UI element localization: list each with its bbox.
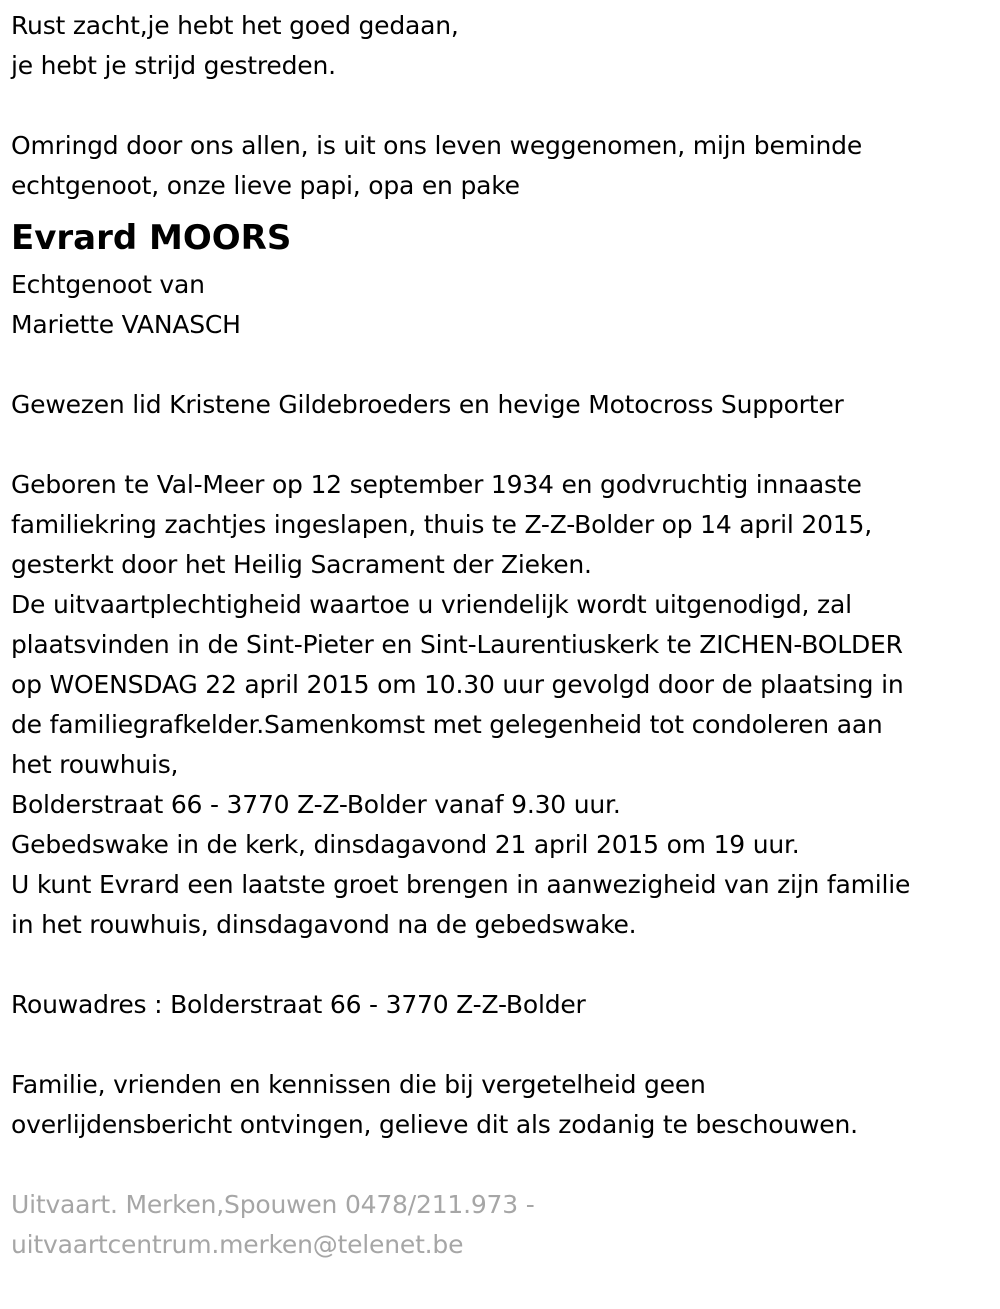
details-line: op WOENSDAG 22 april 2015 om 10.30 uur gevolgd door de plaatsing in	[11, 670, 904, 699]
details-line: De uitvaartplechtigheid waartoe u vriendelijk wordt uitgenodigd, zal	[11, 590, 852, 619]
details-line: Gebedswake in de kerk, dinsdagavond 21 april 2015 om 19 uur.	[11, 830, 800, 859]
details-line: plaatsvinden in de Sint-Pieter en Sint-Laurentiuskerk te ZICHEN-BOLDER	[11, 630, 903, 659]
spacer	[11, 345, 991, 385]
membership-line: Gewezen lid Kristene Gildebroeders en hevige Motocross Supporter	[11, 390, 844, 419]
details-line: familiekring zachtjes ingeslapen, thuis te Z-Z-Bolder op 14 april 2015,	[11, 510, 872, 539]
intro-paragraph	[11, 126, 991, 206]
verse-line: Rust zacht,je hebt het goed gedaan,	[11, 11, 459, 40]
verse-line: je hebt je strijd gestreden.	[11, 51, 336, 80]
notice-line: Familie, vrienden en kennissen die bij vergetelheid geen	[11, 1070, 706, 1099]
details-line: het rouwhuis,	[11, 750, 179, 779]
details-line: Bolderstraat 66 - 3770 Z-Z-Bolder vanaf 9.30 uur.	[11, 790, 621, 819]
details-line: Geboren te Val-Meer op 12 september 1934 en godvruchtig innaaste	[11, 470, 862, 499]
details-line: U kunt Evrard een laatste groet brengen in aanwezigheid van zijn familie	[11, 870, 911, 899]
intro-line: echtgenoot, onze lieve papi, opa en pake	[11, 171, 520, 200]
deceased-name: Evrard MOORS	[11, 218, 292, 258]
obituary-document	[11, 6, 991, 1265]
funeral-home-email: uitvaartcentrum.merken@telenet.be	[11, 1230, 464, 1259]
spouse-name: Mariette VANASCH	[11, 310, 241, 339]
spacer	[11, 945, 991, 985]
details-line: gesterkt door het Heilig Sacrament der Zieken.	[11, 550, 592, 579]
verse	[11, 6, 991, 86]
details-line: in het rouwhuis, dinsdagavond na de gebedswake.	[11, 910, 637, 939]
funeral-home-contact: Uitvaart. Merken,Spouwen 0478/211.973 -	[11, 1190, 535, 1219]
funeral-home-footer	[11, 1185, 991, 1265]
intro-line: Omringd door ons allen, is uit ons leven weggenomen, mijn beminde	[11, 131, 863, 160]
spacer	[11, 1145, 991, 1185]
spouse-block	[11, 265, 991, 345]
spacer	[11, 86, 991, 126]
spacer	[11, 425, 991, 465]
details-line: de familiegrafkelder.Samenkomst met gelegenheid tot condoleren aan	[11, 710, 883, 739]
notice-line: overlijdensbericht ontvingen, gelieve dit als zodanig te beschouwen.	[11, 1110, 858, 1139]
mourning-address: Rouwadres : Bolderstraat 66 - 3770 Z-Z-Bolder	[11, 990, 586, 1019]
spacer	[11, 1025, 991, 1065]
details-paragraph	[11, 465, 991, 945]
notice-paragraph	[11, 1065, 991, 1145]
spouse-label: Echtgenoot van	[11, 270, 205, 299]
